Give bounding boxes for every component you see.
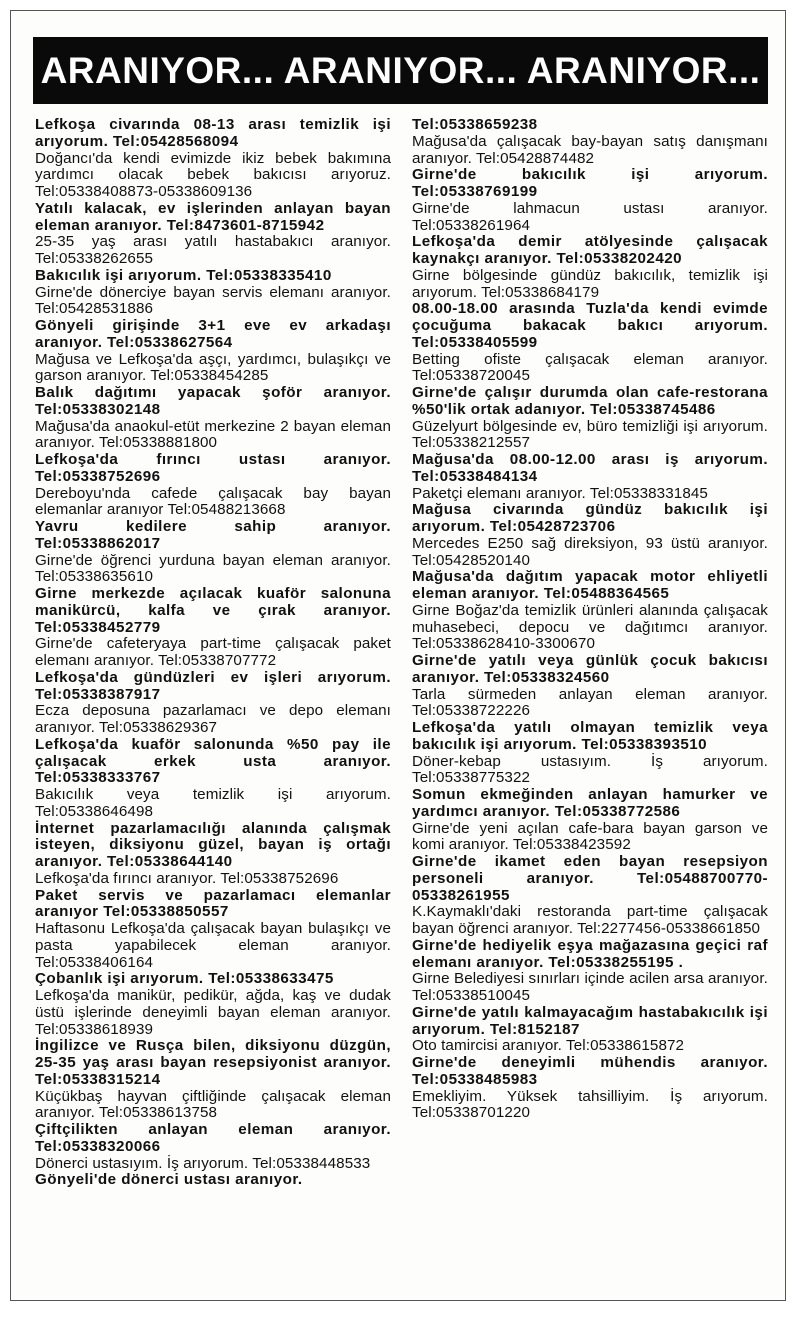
classified-ad-entry: Mercedes E250 sağ direksiyon, 93 üstü aranıyor. Tel:05428520140 — [412, 534, 768, 569]
classified-ad-entry: Doğancı'da kendi evimizde ikiz bebek bakımına yardımcı olacak bebek bakıcısı arıyoruz. Tel:05338408873-05338609136 — [35, 149, 391, 200]
classified-ad-entry: Paketçi elemanı aranıyor. Tel:05338331845 — [412, 484, 708, 502]
classified-ad-entry: Haftasonu Lefkoşa'da çalışacak bayan bulaşıkçı ve pasta yapabilecek eleman aranıyor. Tel:05338406164 — [35, 920, 391, 971]
classified-ad-entry: Lefkoşa'da yatılı olmayan temizlik veya bakıcılık işi arıyorum. Tel:05338393510 — [412, 719, 768, 753]
classified-ad-entry: Bakıcılık veya temizlik işi arıyorum. Tel:05338646498 — [35, 786, 391, 820]
classified-ad-entry: Girne'de öğrenci yurduna bayan eleman aranıyor. Tel:05338635610 — [35, 551, 391, 586]
classified-ad-entry: Girne'de bakıcılık işi arıyorum. Tel:05338769199 — [412, 166, 768, 200]
classified-ad-entry: Tarla sürmeden anlayan eleman aranıyor. Tel:05338722226 — [412, 685, 768, 720]
classified-ad-entry: Lefkoşa'da kuaför salonunda %50 pay ile çalışacak erkek usta aranıyor. Tel:05338333767 — [35, 735, 391, 787]
classified-ad-entry: 25-35 yaş arası yatılı hastabakıcı aranıyor. Tel:05338262655 — [35, 233, 391, 267]
classified-ad-entry: Girne'de deneyimli mühendis aranıyor. Tel:05338485983 — [412, 1054, 768, 1088]
classified-ad-entry: Güzelyurt bölgesinde ev, büro temizliği işi arıyorum. Tel:05338212557 — [412, 417, 768, 452]
classified-ad-entry: Yatılı kalacak, ev işlerinden anlayan bayan eleman aranıyor. Tel:8473601-8715942 — [35, 199, 391, 234]
section-title-banner: ARANIYOR... ARANIYOR... ARANIYOR... — [33, 37, 768, 104]
classified-ad-entry: Girne'de cafeteryaya part-time çalışacak paket elemanı aranıyor. Tel:05338707772 — [35, 635, 391, 669]
classified-ad-entry: Lefkoşa'da fırıncı aranıyor. Tel:05338752696 — [35, 869, 339, 887]
classified-ad-entry: Girne'de hediyelik eşya mağazasına geçici raf elemanı aranıyor. Tel:05338255195 . — [412, 936, 768, 971]
classified-ad-entry: Balık dağıtımı yapacak şoför aranıyor. Tel:05338302148 — [35, 384, 391, 418]
classified-ad-entry: Çobanlık işi arıyorum. Tel:05338633475 — [35, 970, 334, 988]
classified-ad-entry: Lefkoşa civarında 08-13 arası temizlik işi arıyorum. Tel:05428568094 — [35, 116, 391, 150]
classified-ad-entry: Girne Boğaz'da temizlik ürünleri alanında çalışacak muhasebeci, depocu ve dağıtımcı aranıyor. Tel:05338628410-3300670 — [412, 601, 768, 653]
classified-ad-entry: Somun ekmeğinden anlayan hamurker ve yardımcı aranıyor. Tel:05338772586 — [412, 786, 768, 820]
classified-ad-entry: Döner-kebap ustasıyım. İş arıyorum. Tel:05338775322 — [412, 752, 768, 787]
classified-ad-entry: Tel:05338659238 — [412, 116, 538, 133]
classified-ad-entry: Mağusa'da çalışacak bay-bayan satış danışmanı aranıyor. Tel:05428874482 — [412, 132, 768, 167]
classified-ad-entry: Girne'de yeni açılan cafe-bara bayan garson ve komi aranıyor. Tel:05338423592 — [412, 819, 768, 854]
classified-ad-entry: Mağusa civarında gündüz bakıcılık işi arıyorum. Tel:05428723706 — [412, 501, 768, 535]
classified-ad-entry: Girne Belediyesi sınırları içinde acilen arsa aranıyor. Tel:05338510045 — [412, 970, 768, 1004]
classified-ad-entry: Çiftçilikten anlayan eleman aranıyor. Tel:05338320066 — [35, 1121, 391, 1155]
classified-ad-entry: Bakıcılık işi arıyorum. Tel:05338335410 — [35, 266, 332, 284]
ads-column-right — [412, 117, 768, 1122]
classified-ad-entry: Girne'de yatılı veya günlük çocuk bakıcısı aranıyor. Tel:05338324560 — [412, 652, 768, 686]
classified-ad-entry: Mağusa ve Lefkoşa'da aşçı, yardımcı, bulaşıkçı ve garson aranıyor. Tel:05338454285 — [35, 350, 391, 385]
classified-ad-entry: İnternet pazarlamacılığı alanında çalışmak isteyen, diksiyonu güzel, bayan iş ortağı aranıyor. Tel:05338644140 — [35, 819, 391, 870]
classified-ad-entry: Lefkoşa'da fırıncı ustası aranıyor. Tel:05338752696 — [35, 451, 391, 485]
classified-ad-entry: Emekliyim. Yüksek tahsilliyim. İş arıyorum. Tel:05338701220 — [412, 1087, 768, 1122]
classified-ad-entry: Girne'de dönerciye bayan servis elemanı aranıyor. Tel:05428531886 — [35, 283, 391, 318]
classified-ad-entry: Gönyeli'de dönerci ustası aranıyor. — [35, 1171, 303, 1189]
classified-ad-entry: Mağusa'da anaokul-etüt merkezine 2 bayan eleman aranıyor. Tel:05338881800 — [35, 417, 391, 452]
classified-ad-entry: Küçükbaş hayvan çiftliğinde çalışacak eleman aranıyor. Tel:05338613758 — [35, 1087, 391, 1122]
classified-ad-entry: Girne'de yatılı kalmayacağım hastabakıcılık işi arıyorum. Tel:8152187 — [412, 1003, 768, 1038]
classified-ad-entry: İngilizce ve Rusça bilen, diksiyonu düzgün, 25-35 yaş arası bayan resepsiyonist aranıyor. Tel:05338315214 — [35, 1037, 391, 1088]
classified-ad-entry: Oto tamircisi aranıyor. Tel:05338615872 — [412, 1037, 685, 1055]
classified-ad-entry: Gönyeli girişinde 3+1 eve ev arkadaşı aranıyor. Tel:05338627564 — [35, 317, 391, 351]
classified-ad-entry: Dereboyu'nda cafede çalışacak bay bayan elemanlar aranıyor Tel:05488213668 — [35, 484, 391, 519]
classified-ad-entry: Ecza deposuna pazarlamacı ve depo elemanı aranıyor. Tel:05338629367 — [35, 702, 391, 736]
classified-ad-entry: Girne'de lahmacun ustası aranıyor. Tel:05338261964 — [412, 199, 768, 234]
classified-ad-entry: Girne merkezde açılacak kuaför salonuna manikürcü, kalfa ve çırak aranıyor. Tel:05338452779 — [35, 585, 391, 636]
classified-ad-entry: Yavru kedilere sahip aranıyor. Tel:05338862017 — [35, 518, 391, 552]
classified-ad-entry: Dönerci ustasıyım. İş arıyorum. Tel:05338448533 — [35, 1154, 371, 1172]
classified-ad-entry: Mağusa'da dağıtım yapacak motor ehliyetli eleman aranıyor. Tel:05488364565 — [412, 568, 768, 602]
classified-ad-entry: Girne bölgesinde gündüz bakıcılık, temizlik işi arıyorum. Tel:05338684179 — [412, 266, 768, 301]
classified-ad-entry: Girne'de ikamet eden bayan resepsiyon personeli aranıyor. Tel:05488700770-05338261955 — [412, 853, 768, 904]
classified-ad-entry: Betting ofiste çalışacak eleman aranıyor. Tel:05338720045 — [412, 350, 768, 385]
classified-ad-entry: Girne'de çalışır durumda olan cafe-restorana %50'lik ortak adanıyor. Tel:05338745486 — [412, 384, 768, 418]
classified-ad-entry: K.Kaymaklı'daki restoranda part-time çalışacak bayan öğrenci aranıyor. Tel:2277456-05338661850 — [412, 903, 768, 937]
classified-ad-entry: Paket servis ve pazarlamacı elemanlar aranıyor Tel:05338850557 — [35, 886, 391, 921]
classified-ad-entry: Lefkoşa'da gündüzleri ev işleri arıyorum. Tel:05338387917 — [35, 668, 391, 703]
classified-ad-entry: 08.00-18.00 arasında Tuzla'da kendi evimde çocuğuma bakacak bakıcı arıyorum. Tel:05338405599 — [412, 300, 768, 351]
classified-ad-entry: Lefkoşa'da demir atölyesinde çalışacak kaynakçı aranıyor. Tel:05338202420 — [412, 233, 768, 267]
classified-ad-entry: Mağusa'da 08.00-12.00 arası iş arıyorum. Tel:05338484134 — [412, 451, 768, 485]
ads-column-left — [35, 117, 391, 1189]
classified-ad-entry: Lefkoşa'da manikür, pedikür, ağda, kaş ve dudak üstü işlerinde deneyimli bayan eleman aranıyor. Tel:05338618939 — [35, 987, 391, 1038]
